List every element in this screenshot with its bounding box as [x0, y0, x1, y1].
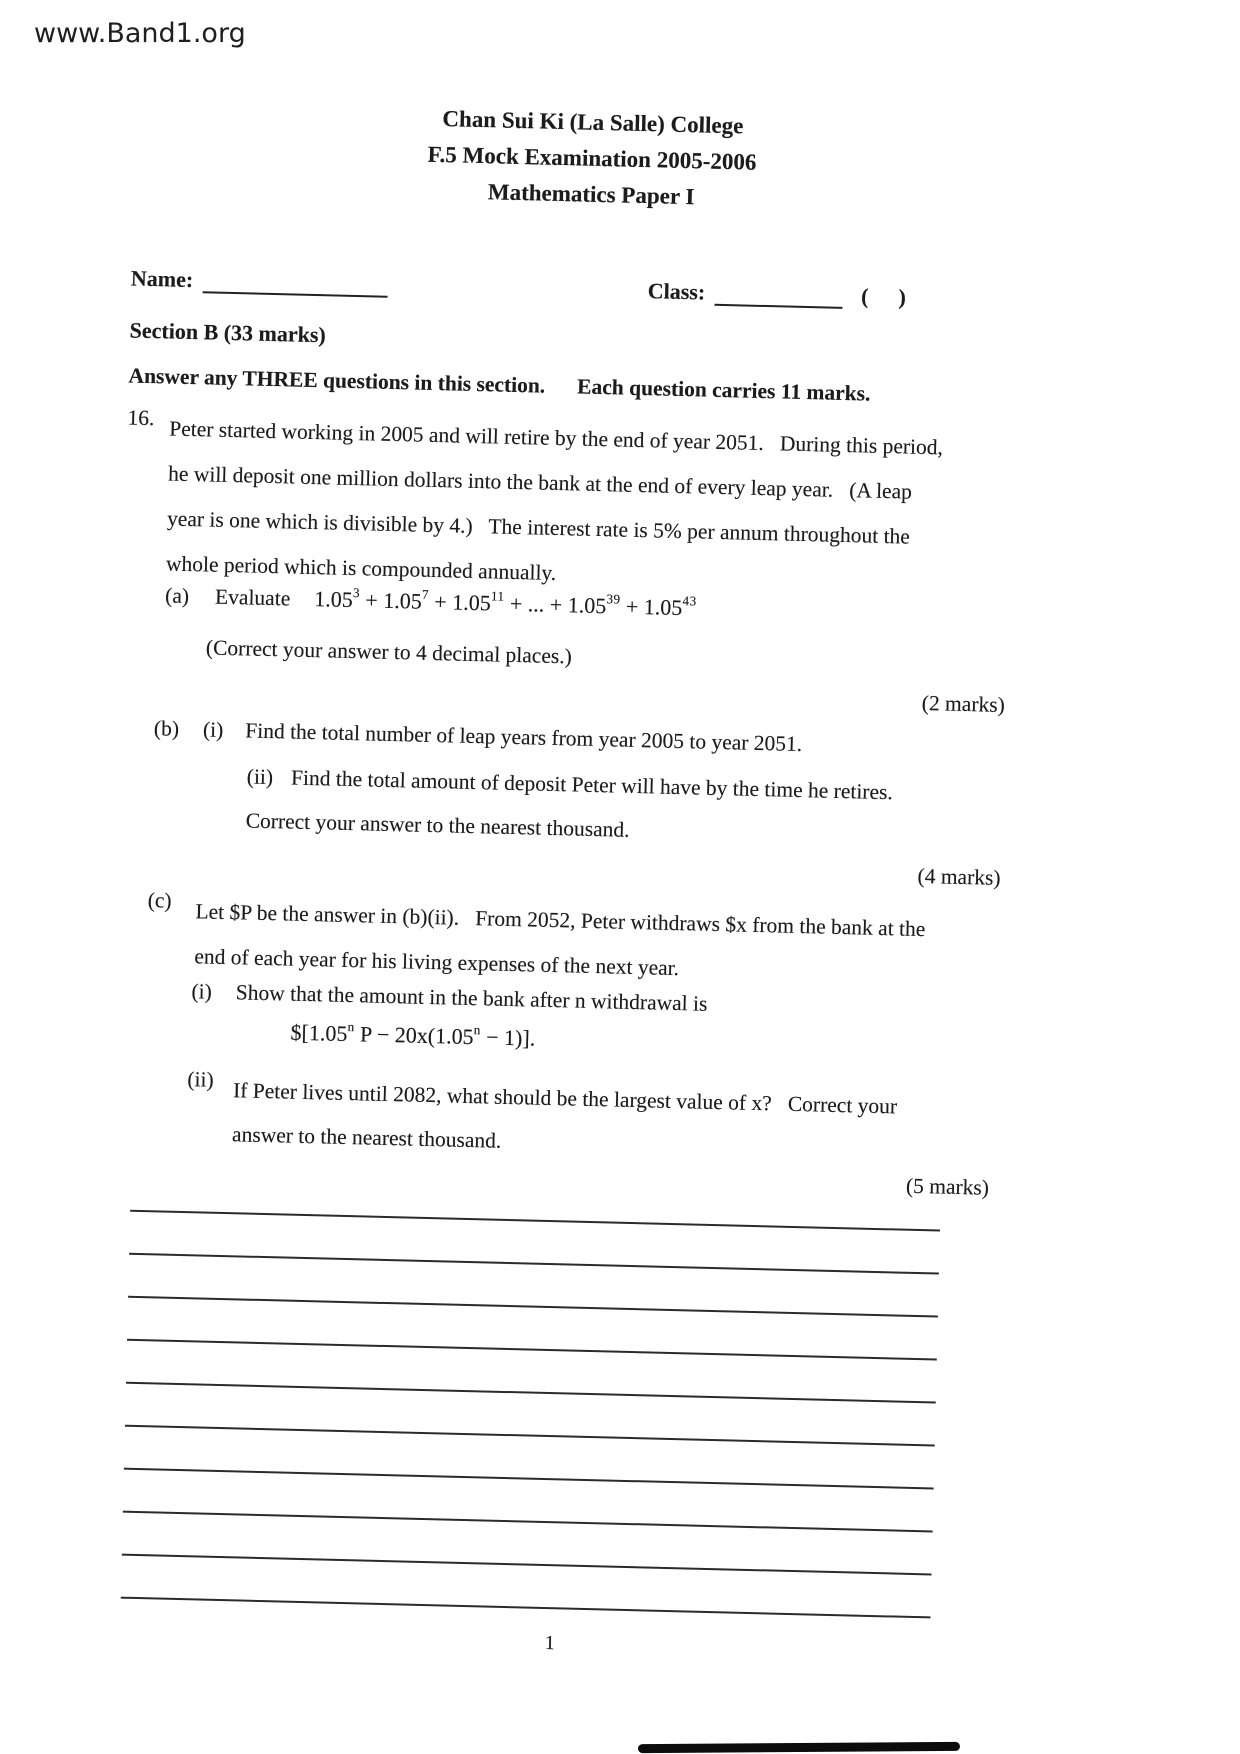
- part-c-marks: (5 marks): [905, 1173, 990, 1200]
- answer-line: [126, 1382, 936, 1404]
- answer-line: [130, 1210, 940, 1232]
- part-c-ii-label: (ii): [187, 1067, 214, 1092]
- name-label: Name:: [130, 265, 194, 293]
- part-b-label: (b): [153, 716, 180, 741]
- answer-line: [122, 1554, 932, 1576]
- instruction-gap: [545, 393, 577, 394]
- section-heading: Section B (33 marks): [129, 317, 327, 348]
- instruction-marks: Each question carries 11 marks.: [576, 374, 871, 406]
- section-instruction: [128, 363, 870, 406]
- part-a-note: (Correct your answer to 4 decimal places.): [205, 635, 573, 669]
- part-b-ii-label: (ii): [246, 764, 274, 790]
- answer-line: [124, 1468, 934, 1490]
- part-b-i-row: [154, 716, 803, 757]
- class-paren-open: (: [860, 283, 869, 309]
- page-number: 1: [544, 1632, 556, 1655]
- exam-header: [5, 90, 1179, 227]
- part-c-intro: Let $P be the answer in (b)(ii). From 2052, Peter withdraws $x from the bank at the end of each year for his living expenses of the next year.: [194, 899, 926, 981]
- part-c-i-formula: $[1.05$^n$ $P - 20x(1.05^n - 1)$].: [290, 1018, 536, 1051]
- answer-line: [129, 1253, 939, 1275]
- class-label: Class:: [647, 278, 706, 305]
- name-blank-line: [203, 268, 389, 298]
- answer-line: [123, 1511, 933, 1533]
- part-c-label: (c): [147, 888, 172, 913]
- answer-line: [127, 1339, 937, 1361]
- exam-title: F.5 Mock Examination 2005-2006: [427, 141, 757, 175]
- class-field-row: [647, 278, 906, 310]
- part-a-prompt: Evaluate: [214, 584, 291, 611]
- question-intro: Peter started working in 2005 and will retire by the end of year 2051. During this period, he will deposit one million dollars into the bank at the end of every leap year. (A leap year is one which is divisible by 4.) The interest rate is 5% per annum throughout the whole period which is compounded annually.: [165, 416, 944, 585]
- instruction-main: Answer any THREE questions in this section.: [128, 363, 546, 398]
- watermark: www.Band1.org: [34, 18, 246, 49]
- part-c-i-label: (i): [191, 979, 213, 1004]
- part-a-formula: $1.05^3 + 1.05^7 + 1.05^{11}$ + ... + $1.05^{39} + 1.05^{43}$: [313, 584, 697, 621]
- part-a-marks: (2 marks): [921, 690, 1006, 717]
- part-b-marks: (4 marks): [917, 863, 1001, 890]
- part-b-ii-text: Find the total amount of deposit Peter will have by the time he retires.: [290, 765, 894, 805]
- part-b-ii-text-2: Correct your answer to the nearest thousand.: [245, 808, 630, 842]
- answer-line: [125, 1425, 935, 1447]
- answer-lines: [120, 1210, 940, 1660]
- class-blank-line: [715, 281, 844, 309]
- part-c-ii-text: If Peter lives until 2082, what should be the largest value of x? Correct your answer to the nearest thousand.: [231, 1078, 898, 1153]
- paper-title: Mathematics Paper I: [487, 179, 695, 210]
- question-number: 16.: [127, 405, 155, 431]
- part-b-i-text: Find the total number of leap years from year 2005 to year 2051.: [245, 718, 803, 757]
- part-b-ii-row: [247, 764, 894, 805]
- part-c-i-text: Show that the amount in the bank after n withdrawal is: [235, 980, 708, 1016]
- part-b-i-label: (i): [202, 717, 224, 742]
- class-number-box: [868, 304, 898, 305]
- name-field-row: [131, 266, 389, 298]
- answer-line: [128, 1296, 938, 1318]
- answer-line: [121, 1597, 931, 1619]
- school-name: Chan Sui Ki (La Salle) College: [442, 106, 744, 139]
- part-a-label: (a): [164, 583, 190, 609]
- class-paren-close: ): [898, 284, 907, 310]
